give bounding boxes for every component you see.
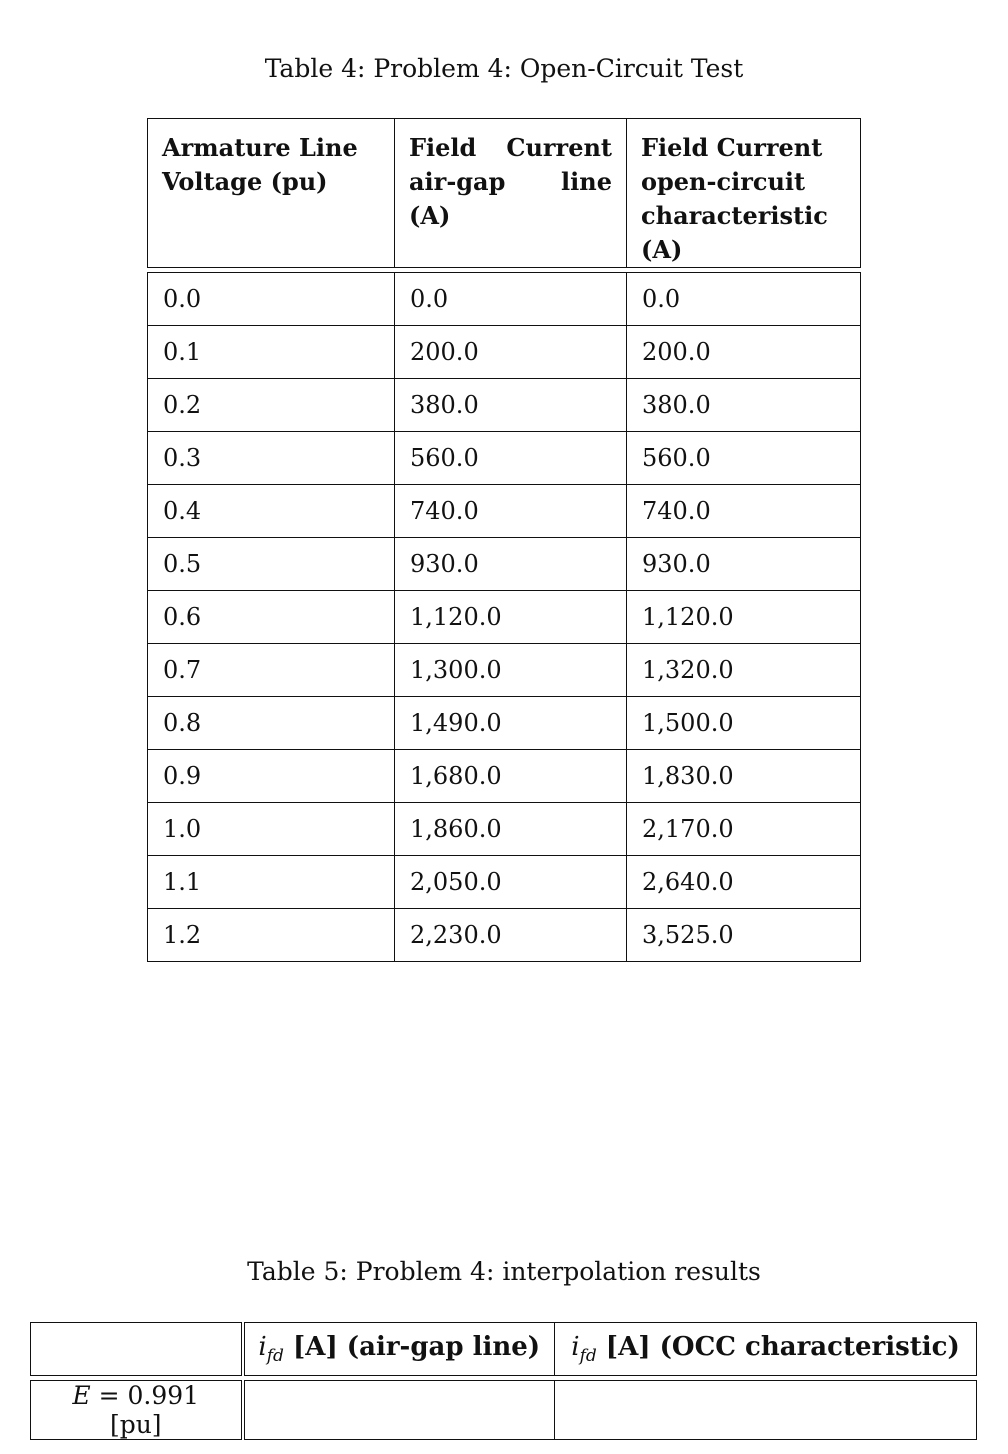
occ-current-cell: 0.0 bbox=[627, 273, 861, 326]
occ-current-cell: 380.0 bbox=[627, 379, 861, 432]
occ-current-cell: 2,640.0 bbox=[627, 856, 861, 909]
air-gap-current-cell: 930.0 bbox=[395, 538, 627, 591]
table-row bbox=[148, 909, 861, 962]
air-gap-current-cell: 0.0 bbox=[395, 273, 627, 326]
air-gap-current-cell: 1,120.0 bbox=[395, 591, 627, 644]
table4-caption: Table 4: Problem 4: Open-Circuit Test bbox=[264, 54, 744, 83]
voltage-cell: 0.5 bbox=[148, 538, 395, 591]
occ-current-cell: 930.0 bbox=[627, 538, 861, 591]
table-row bbox=[148, 326, 861, 379]
table-row bbox=[148, 538, 861, 591]
table-row bbox=[148, 697, 861, 750]
occ-current-cell: 200.0 bbox=[627, 326, 861, 379]
air-gap-current-cell: 1,300.0 bbox=[395, 644, 627, 697]
table-row bbox=[148, 273, 861, 326]
air-gap-current-cell: 2,230.0 bbox=[395, 909, 627, 962]
occ-current-cell: 1,830.0 bbox=[627, 750, 861, 803]
voltage-cell: 0.4 bbox=[148, 485, 395, 538]
interpolation-results-table bbox=[30, 1322, 977, 1440]
open-circuit-test-table bbox=[147, 118, 861, 962]
table-row bbox=[148, 750, 861, 803]
table-row bbox=[148, 591, 861, 644]
header-armature-line-voltage: Armature Line Voltage (pu) bbox=[148, 119, 395, 268]
air-gap-current-cell: 1,490.0 bbox=[395, 697, 627, 750]
occ-current-cell: 740.0 bbox=[627, 485, 861, 538]
value-ifd-occ bbox=[555, 1381, 977, 1440]
occ-current-cell: 1,320.0 bbox=[627, 644, 861, 697]
table-row bbox=[148, 644, 861, 697]
header-ifd-occ: $i_{fd}$ [A] (OCC characteristic) bbox=[555, 1323, 977, 1376]
row-label-e: E = 0.991 [pu] bbox=[31, 1381, 243, 1440]
occ-current-cell: 3,525.0 bbox=[627, 909, 861, 962]
value-ifd-air-gap bbox=[243, 1381, 555, 1440]
occ-current-cell: 1,500.0 bbox=[627, 697, 861, 750]
header-field-current-air-gap: Field Current air-gap line (A) bbox=[395, 119, 627, 268]
air-gap-current-cell: 200.0 bbox=[395, 326, 627, 379]
table-row bbox=[148, 379, 861, 432]
voltage-cell: 0.3 bbox=[148, 432, 395, 485]
voltage-cell: 0.8 bbox=[148, 697, 395, 750]
header-ifd-air-gap: $i_{fd}$ [A] (air-gap line) bbox=[243, 1323, 555, 1376]
header-field-current-occ: Field Current open-circuit characteristic (A) bbox=[627, 119, 861, 268]
voltage-cell: 0.7 bbox=[148, 644, 395, 697]
voltage-cell: 0.0 bbox=[148, 273, 395, 326]
occ-current-cell: 1,120.0 bbox=[627, 591, 861, 644]
air-gap-current-cell: 740.0 bbox=[395, 485, 627, 538]
voltage-cell: 0.1 bbox=[148, 326, 395, 379]
air-gap-current-cell: 1,860.0 bbox=[395, 803, 627, 856]
air-gap-current-cell: 2,050.0 bbox=[395, 856, 627, 909]
occ-current-cell: 560.0 bbox=[627, 432, 861, 485]
voltage-cell: 1.2 bbox=[148, 909, 395, 962]
voltage-cell: 0.6 bbox=[148, 591, 395, 644]
table-row bbox=[148, 432, 861, 485]
air-gap-current-cell: 560.0 bbox=[395, 432, 627, 485]
voltage-cell: 0.2 bbox=[148, 379, 395, 432]
voltage-cell: 0.9 bbox=[148, 750, 395, 803]
air-gap-current-cell: 380.0 bbox=[395, 379, 627, 432]
voltage-cell: 1.1 bbox=[148, 856, 395, 909]
table-row bbox=[148, 485, 861, 538]
table-row bbox=[148, 803, 861, 856]
voltage-cell: 1.0 bbox=[148, 803, 395, 856]
header-empty-cell bbox=[31, 1323, 243, 1376]
table5-caption: Table 5: Problem 4: interpolation results bbox=[247, 1257, 761, 1286]
air-gap-current-cell: 1,680.0 bbox=[395, 750, 627, 803]
table-row bbox=[148, 856, 861, 909]
occ-current-cell: 2,170.0 bbox=[627, 803, 861, 856]
